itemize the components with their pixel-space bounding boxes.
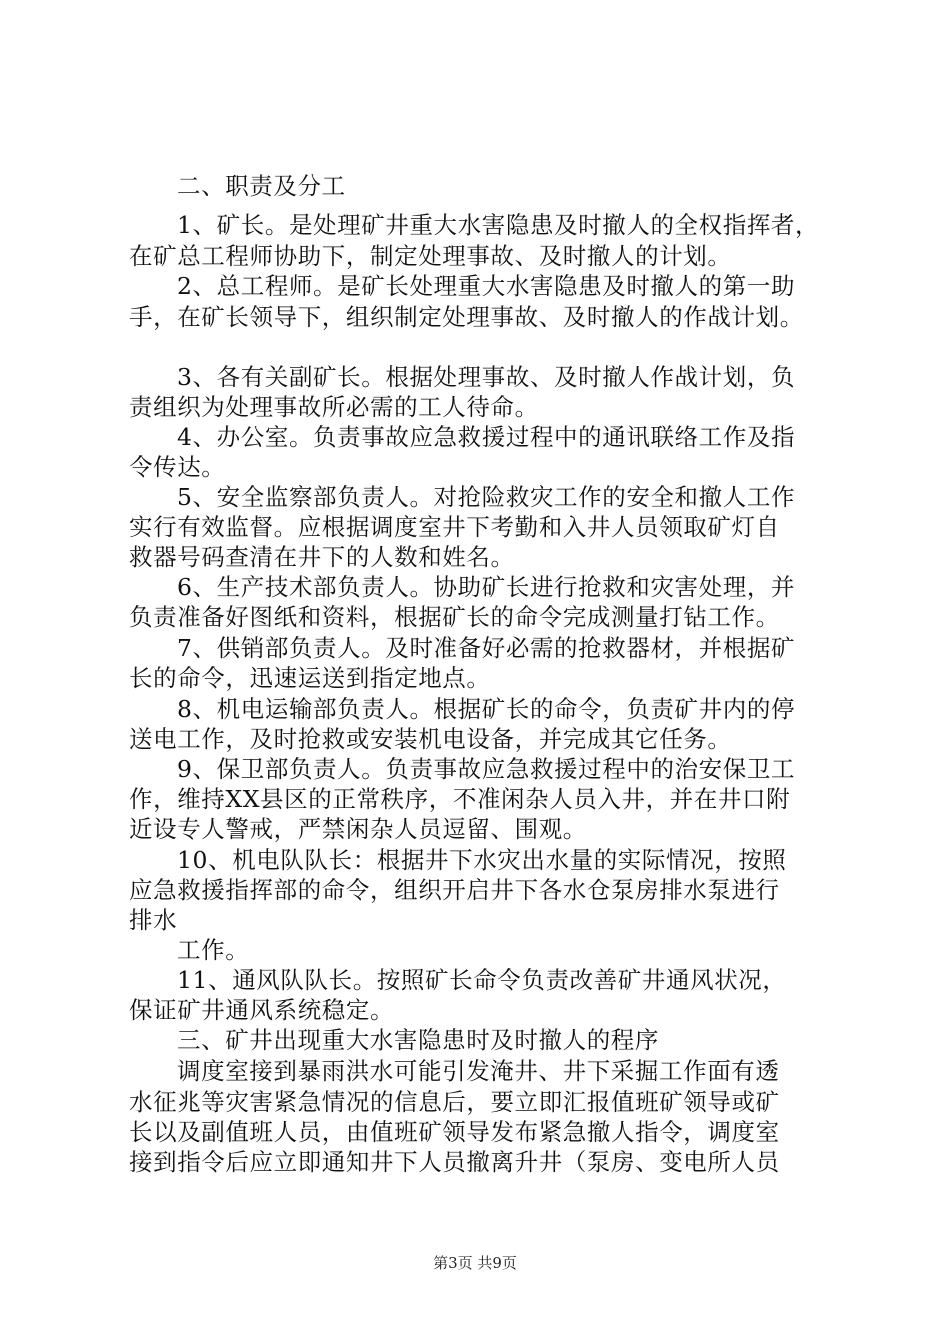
paragraph-line: 长以及副值班人员，由值班矿领导发布紧急撤人指令，调度室 <box>129 1118 780 1146</box>
paragraph-line: 送电工作，及时抢救或安装机电设备，并完成其它任务。 <box>129 725 732 753</box>
paragraph-line: 10、机电队队长：根据井下水灾出水量的实际情况，按照 <box>177 846 787 874</box>
paragraph-line: 手，在矿长领导下，组织制定处理事故、及时撤人的作战计划。 <box>129 303 804 331</box>
paragraph-line: 2、总工程师。是矿长处理重大水害隐患及时撤人的第一助 <box>177 272 796 300</box>
paragraph-line: 4、办公室。负责事故应急救援过程中的通讯联络工作及指 <box>177 423 796 451</box>
paragraph-line: 1、矿长。是处理矿井重大水害隐患及时撤人的全权指挥者， <box>177 211 820 239</box>
paragraph-line: 11、通风队队长。按照矿长命令负责改善矿井通风状况， <box>177 966 787 994</box>
paragraph-line: 救器号码查清在井下的人数和姓名。 <box>129 543 515 571</box>
paragraph-line: 在矿总工程师协助下，制定处理事故、及时撤人的计划。 <box>129 242 732 270</box>
paragraph-line: 6、生产技术部负责人。协助矿长进行抢救和灾害处理，并 <box>177 573 796 601</box>
paragraph-line: 作，维持XX县区的正常秩序，不准闲杂人员入井，并在井口附 <box>129 785 791 813</box>
section-heading: 三、矿井出现重大水害隐患时及时撤人的程序 <box>177 1026 659 1054</box>
paragraph-line: 实行有效监督。应根据调度室井下考勤和入井人员领取矿灯自 <box>129 513 780 541</box>
paragraph-line: 5、安全监察部负责人。对抢险救灾工作的安全和撤人工作 <box>177 483 796 511</box>
paragraph-line: 接到指令后应立即通知井下人员撤离升井（泵房、变电所人员 <box>129 1148 780 1176</box>
paragraph-line: 8、机电运输部负责人。根据矿长的命令，负责矿井内的停 <box>177 695 796 723</box>
paragraph-line: 排水 <box>129 906 178 934</box>
section-heading: 二、职责及分工 <box>177 172 346 200</box>
paragraph-line: 调度室接到暴雨洪水可能引发淹井、井下采掘工作面有透 <box>177 1057 780 1085</box>
paragraph-line: 长的命令，迅速运送到指定地点。 <box>129 664 491 692</box>
paragraph-line: 9、保卫部负责人。负责事故应急救援过程中的治安保卫工 <box>177 755 796 783</box>
page-number-footer: 第3页 共9页 <box>433 1254 517 1272</box>
paragraph-line: 工作。 <box>177 936 250 964</box>
paragraph-line: 3、各有关副矿长。根据处理事故、及时撤人作战计划，负 <box>177 363 796 391</box>
paragraph-line: 保证矿井通风系统稳定。 <box>129 996 395 1024</box>
paragraph-line: 7、供销部负责人。及时准备好必需的抢救器材，并根据矿 <box>177 634 796 662</box>
paragraph-line: 近设专人警戒，严禁闲杂人员逗留、围观。 <box>129 815 587 843</box>
paragraph-line: 负责准备好图纸和资料，根据矿长的命令完成测量打钻工作。 <box>129 603 780 631</box>
paragraph-line: 令传达。 <box>129 453 226 481</box>
paragraph-line: 水征兆等灾害紧急情况的信息后，要立即汇报值班矿领导或矿 <box>129 1088 780 1116</box>
paragraph-line: 应急救援指挥部的命令，组织开启井下各水仓泵房排水泵进行 <box>129 876 780 904</box>
paragraph-line: 责组织为处理事故所必需的工人待命。 <box>129 393 539 421</box>
